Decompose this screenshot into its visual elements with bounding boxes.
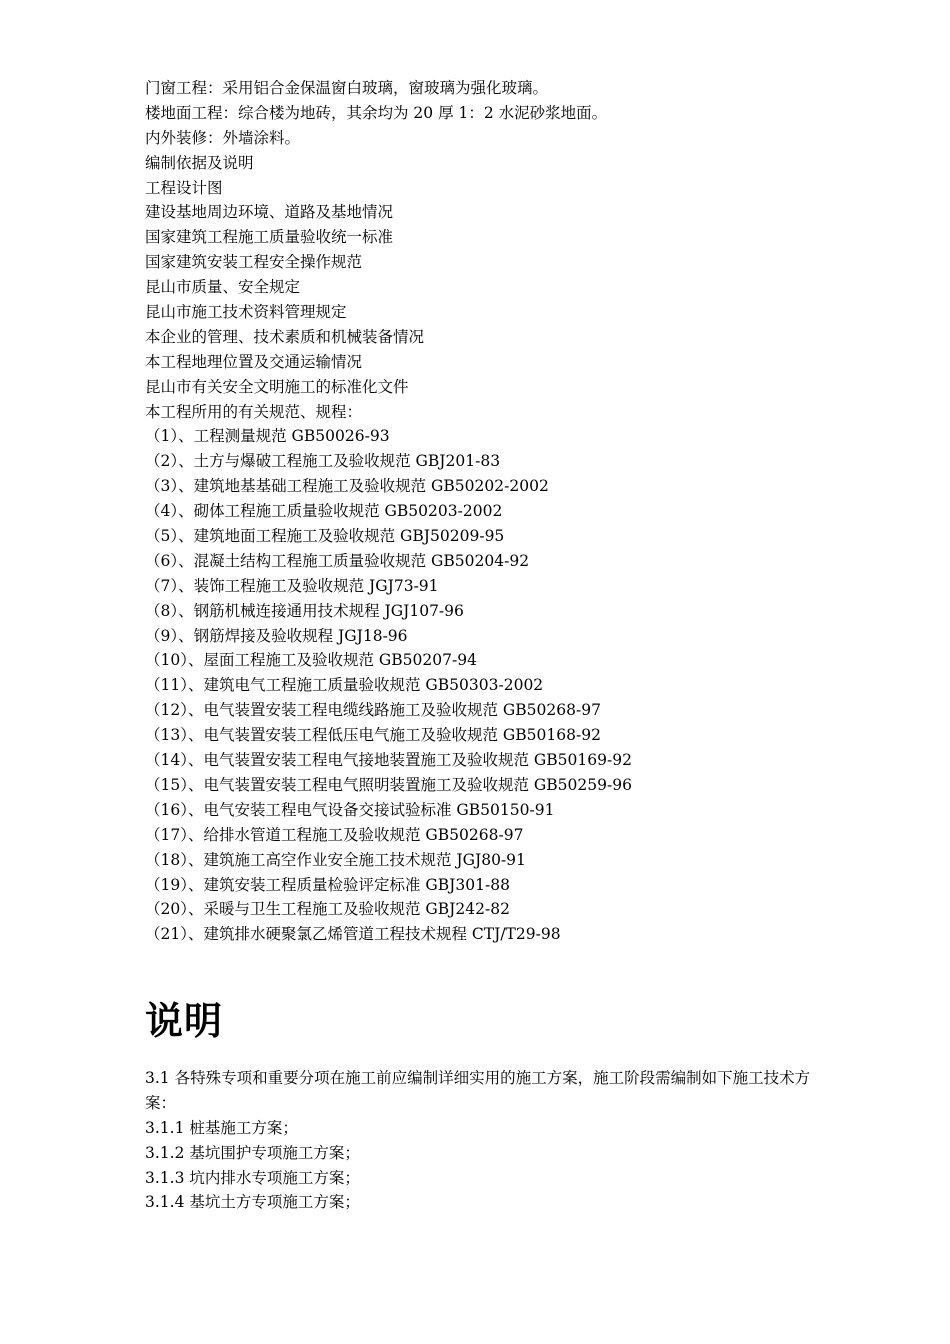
plan-item: 3.1.2 基坑围护专项施工方案； bbox=[145, 1143, 360, 1162]
text-line: 国家建筑安装工程安全操作规范 bbox=[145, 253, 363, 272]
standard-item: （13）、电气装置安装工程低压电气施工及验收规范 GB50168-92 bbox=[145, 726, 601, 745]
plan-item: 3.1.4 基坑土方专项施工方案； bbox=[145, 1193, 360, 1212]
standard-item: （17）、给排水管道工程施工及验收规范 GB50268-97 bbox=[145, 825, 524, 844]
standard-item: （19）、建筑安装工程质量检验评定标准 GBJ301-88 bbox=[145, 875, 510, 894]
standard-item: （12）、电气装置安装工程电缆线路施工及验收规范 GB50268-97 bbox=[145, 701, 601, 720]
standard-item: （5）、建筑地面工程施工及验收规范 GBJ50209-95 bbox=[145, 527, 505, 546]
text-line: 建设基地周边环境、道路及基地情况 bbox=[145, 203, 394, 222]
text-line: 昆山市质量、安全规定 bbox=[145, 278, 301, 297]
standard-item: （14）、电气装置安装工程电气接地装置施工及验收规范 GB50169-92 bbox=[145, 751, 632, 770]
standard-item: （16）、电气安装工程电气设备交接试验标准 GB50150-91 bbox=[145, 800, 555, 819]
standards-list bbox=[145, 424, 825, 947]
standard-item: （20）、采暖与卫生工程施工及验收规范 GBJ242-82 bbox=[145, 900, 510, 919]
text-line: 本工程所用的有关规范、规程： bbox=[145, 402, 363, 421]
text-line: 昆山市施工技术资料管理规定 bbox=[145, 303, 347, 322]
text-line: 楼地面工程：综合楼为地砖，其余均为 20 厚 1：2 水泥砂浆地面。 bbox=[145, 103, 608, 122]
standard-item: （6）、混凝土结构工程施工质量验收规范 GB50204-92 bbox=[145, 551, 530, 570]
text-line: 内外装修：外墙涂料。 bbox=[145, 128, 301, 147]
section-heading: 说明 bbox=[145, 999, 224, 1043]
standard-item: （4）、砌体工程施工质量验收规范 GB50203-2002 bbox=[145, 502, 503, 521]
text-line: 国家建筑工程施工质量验收统一标准 bbox=[145, 228, 394, 247]
section-body bbox=[145, 1066, 825, 1215]
standard-item: （21）、建筑排水硬聚氯乙烯管道工程技术规程 CTJ/T29-98 bbox=[145, 925, 561, 944]
section-paragraph: 3.1 各特殊专项和重要分项在施工前应编制详细实用的施工方案，施工阶段需编制如下施工技术方案： bbox=[145, 1069, 811, 1112]
standard-item: （9）、钢筋焊接及验收规程 JGJ18-96 bbox=[145, 626, 408, 645]
plan-item: 3.1.1 桩基施工方案； bbox=[145, 1118, 298, 1137]
standard-item: （1）、工程测量规范 GB50026-93 bbox=[145, 427, 390, 446]
standard-item: （7）、装饰工程施工及验收规范 JGJ73-91 bbox=[145, 576, 439, 595]
text-line: 本企业的管理、技术素质和机械装备情况 bbox=[145, 327, 425, 346]
standard-item: （11）、建筑电气工程施工质量验收规范 GB50303-2002 bbox=[145, 676, 544, 695]
text-line: 编制依据及说明 bbox=[145, 153, 254, 172]
text-line: 门窗工程：采用铝合金保温窗白玻璃，窗玻璃为强化玻璃。 bbox=[145, 79, 549, 97]
text-line: 本工程地理位置及交通运输情况 bbox=[145, 352, 363, 371]
standard-item: （10）、屋面工程施工及验收规范 GB50207-94 bbox=[145, 651, 477, 670]
text-line: 昆山市有关安全文明施工的标准化文件 bbox=[145, 377, 409, 396]
standard-item: （15）、电气装置安装工程电气照明装置施工及验收规范 GB50259-96 bbox=[145, 775, 632, 794]
standard-item: （3）、建筑地基基础工程施工及验收规范 GB50202-2002 bbox=[145, 477, 549, 496]
text-line: 工程设计图 bbox=[145, 178, 223, 197]
standard-item: （8）、钢筋机械连接通用技术规程 JGJ107-96 bbox=[145, 601, 464, 620]
plan-item: 3.1.3 坑内排水专项施工方案； bbox=[145, 1168, 360, 1187]
standard-item: （18）、建筑施工高空作业安全施工技术规范 JGJ80-91 bbox=[145, 850, 526, 869]
intro-text-block bbox=[145, 76, 825, 947]
standard-item: （2）、土方与爆破工程施工及验收规范 GBJ201-83 bbox=[145, 452, 501, 471]
